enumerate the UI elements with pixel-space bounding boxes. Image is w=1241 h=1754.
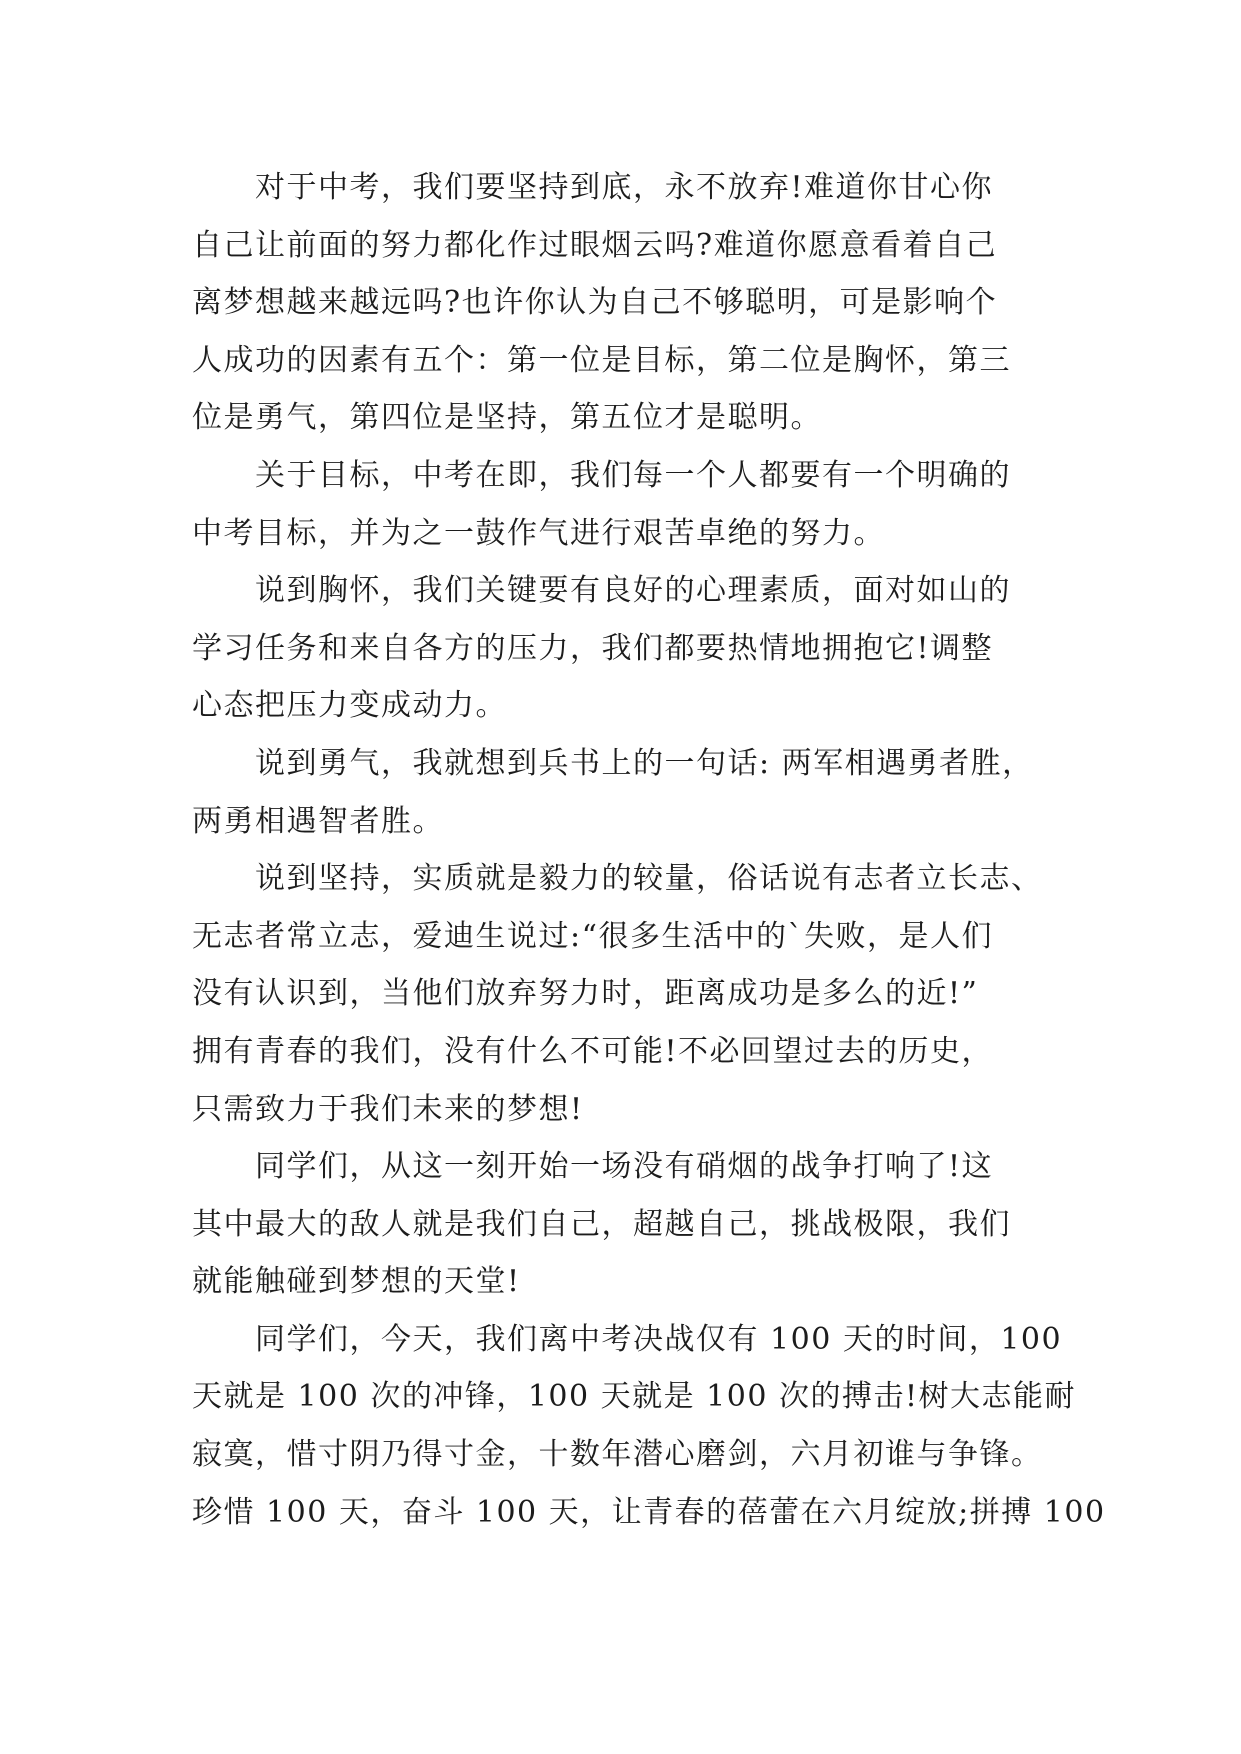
paragraph bbox=[192, 562, 1052, 735]
paragraph bbox=[192, 1138, 1052, 1311]
text-line: 离梦想越来越远吗?也许你认为自己不够聪明，可是影响个 bbox=[192, 285, 998, 321]
text-line: 对于中考，我们要坚持到底，永不放弃!难道你甘心你 bbox=[255, 170, 994, 205]
text-line: 拥有青春的我们，没有什么不可能!不必回望过去的历史， bbox=[192, 1033, 994, 1069]
text-line: 说到坚持，实质就是毅力的较量，俗话说有志者立长志、 bbox=[255, 861, 1043, 897]
text-line: 只需致力于我们未来的梦想! bbox=[192, 1091, 584, 1127]
text-line: 中考目标，并为之一鼓作气进行艰苦卓绝的努力。 bbox=[192, 515, 885, 551]
text-line: 寂寞，惜寸阴乃得寸金，十数年潜心磨剑，六月初谁与争锋。 bbox=[192, 1437, 1043, 1473]
text-line: 说到勇气，我就想到兵书上的一句话: 两军相遇勇者胜， bbox=[255, 745, 1034, 781]
text-line: 珍惜 100 天，奋斗 100 天，让青春的蓓蕾在六月绽放;拼搏 100 bbox=[192, 1494, 1106, 1530]
text-line: 心态把压力变成动力。 bbox=[192, 688, 507, 724]
paragraph bbox=[192, 735, 1052, 850]
text-line: 关于目标，中考在即，我们每一个人都要有一个明确的 bbox=[255, 457, 1011, 493]
text-line: 说到胸怀，我们关键要有良好的心理素质，面对如山的 bbox=[255, 573, 1011, 609]
paragraph bbox=[192, 159, 1052, 447]
text-line: 同学们，从这一刻开始一场没有硝烟的战争打响了!这 bbox=[255, 1149, 994, 1185]
document-page bbox=[192, 159, 1106, 1541]
text-line: 就能触碰到梦想的天堂! bbox=[192, 1264, 521, 1300]
text-line: 其中最大的敌人就是我们自己，超越自己，挑战极限，我们 bbox=[192, 1206, 1011, 1242]
text-line: 自己让前面的努力都化作过眼烟云吗?难道你愿意看着自己 bbox=[192, 227, 998, 263]
text-line: 学习任务和来自各方的压力，我们都要热情地拥抱它!调整 bbox=[192, 630, 994, 666]
paragraph bbox=[192, 1311, 1106, 1541]
text-line: 人成功的因素有五个：第一位是目标，第二位是胸怀，第三 bbox=[192, 342, 1011, 378]
paragraph bbox=[192, 447, 1052, 562]
text-line: 两勇相遇智者胜。 bbox=[192, 803, 444, 839]
text-line: 位是勇气，第四位是坚持，第五位才是聪明。 bbox=[192, 400, 822, 436]
text-line: 无志者常立志，爱迪生说过:“很多生活中的`失败，是人们 bbox=[192, 918, 993, 954]
text-line: 天就是 100 次的冲锋，100 天就是 100 次的搏击!树大志能耐 bbox=[192, 1379, 1077, 1415]
text-line: 没有认识到，当他们放弃努力时，距离成功是多么的近!” bbox=[192, 976, 979, 1012]
paragraph bbox=[192, 850, 1052, 1138]
text-line: 同学们，今天，我们离中考决战仅有 100 天的时间，100 bbox=[255, 1321, 1063, 1357]
